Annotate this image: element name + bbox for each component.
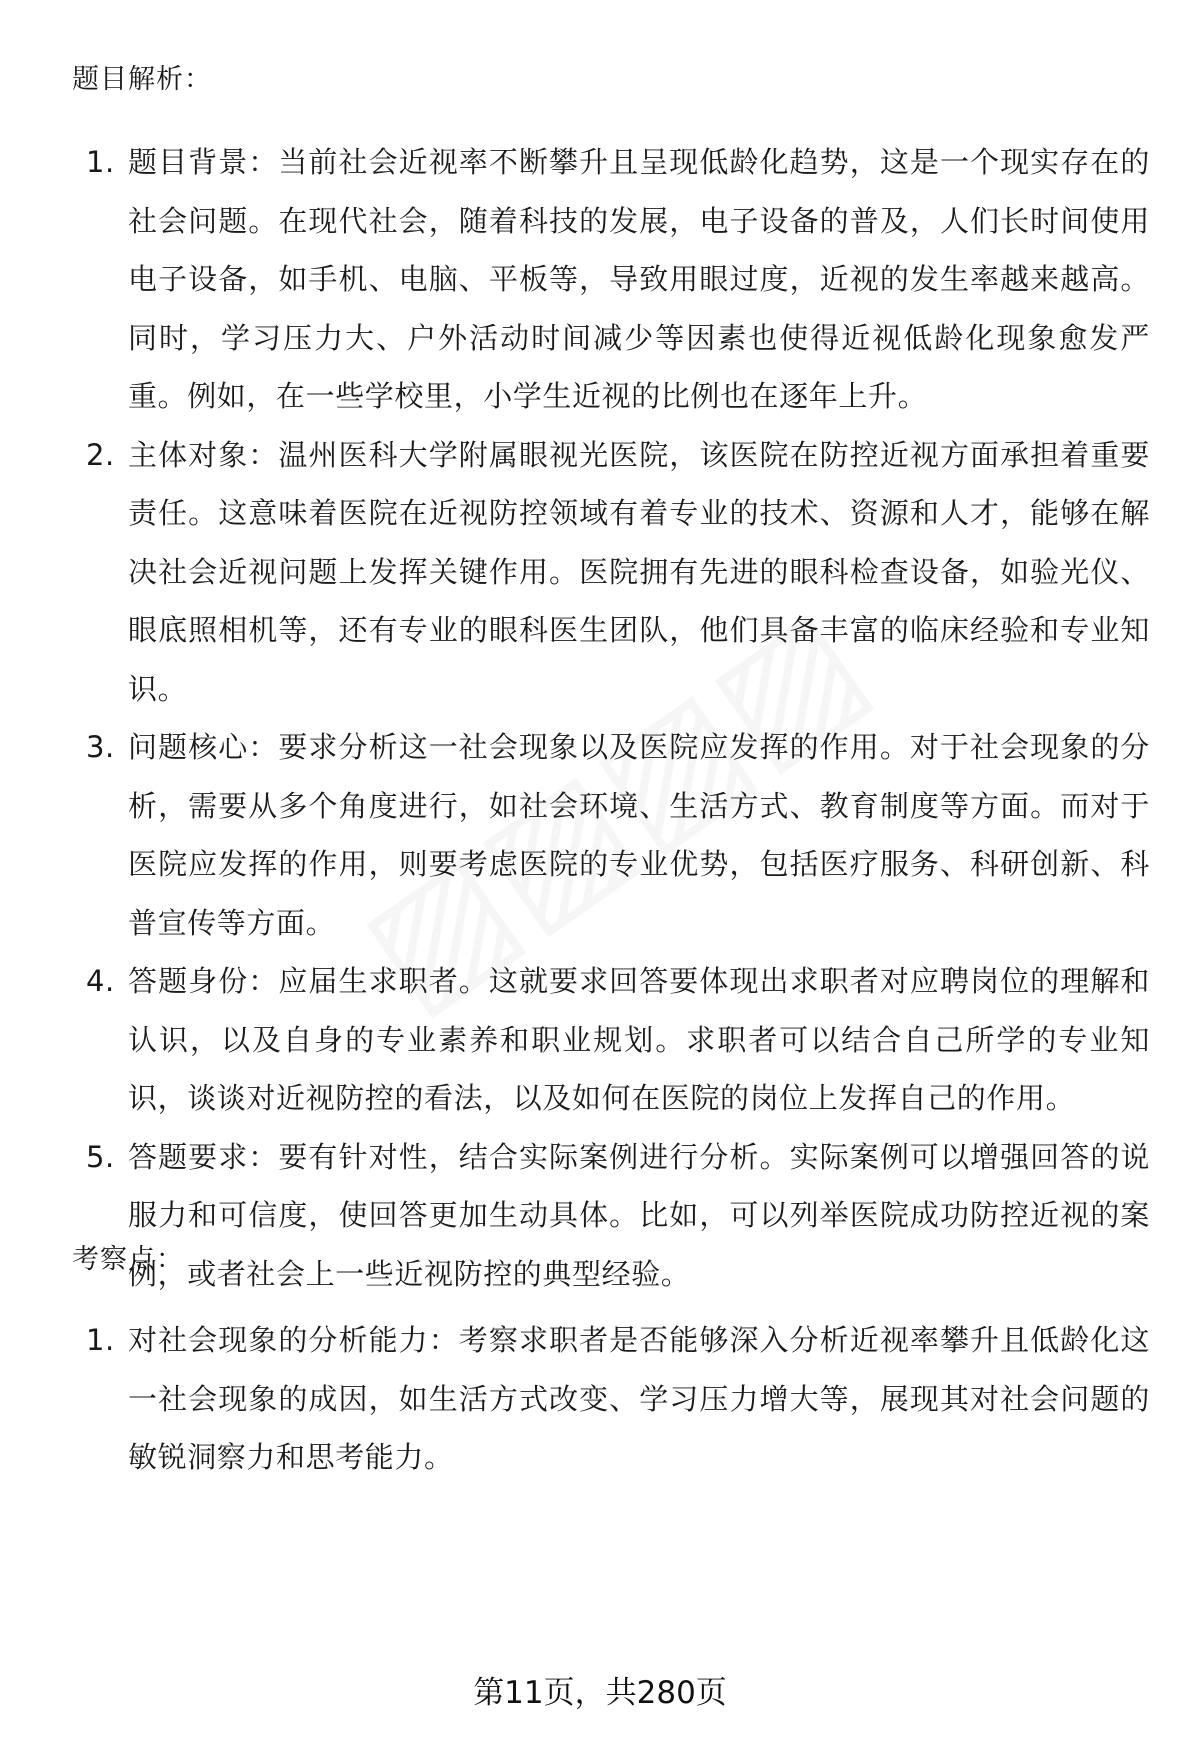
list-item-number: 2. xyxy=(86,437,115,472)
list-item-number: 4. xyxy=(86,964,115,998)
list-item-number: 3. xyxy=(86,730,115,764)
list-item-text: 答题身份：应届生求职者。这就要求回答要体现出求职者对应聘岗位的理解和认识，以及自身的专业素养和职业规划。求职者可以结合自己所学的专业知识，谈谈对近视防控的看法，以及如何在医院的岗位上发挥自己的作用。 xyxy=(128,964,1150,1115)
list-item-text: 主体对象：温州医科大学附属眼视光医院，该医院在防控近视方面承担着重要责任。这意味着医院在近视防控领域有着专业的技术、资源和人才，能够在解决社会近视问题上发挥关键作用。医院拥有先进的眼科检查设备，如验光仪、眼底照相机等，还有专业的眼科医生团队，他们具备丰富的临床经验和专业知识。 xyxy=(128,437,1150,706)
list-item-number: 5. xyxy=(86,1139,115,1174)
list-item-text: 题目背景：当前社会近视率不断攀升且呈现低龄化趋势，这是一个现实存在的社会问题。在现代社会，随着科技的发展，电子设备的普及，人们长时间使用电子设备，如手机、电脑、平板等，导致用眼过度，近视的发生率越来越高。同时，学习压力大、户外活动时间减少等因素也使得近视低龄化现象愈发严重。例如，在一些学校里，小学生近视的比例也在逐年上升。 xyxy=(128,145,1150,413)
list-item xyxy=(72,133,1150,426)
list-item xyxy=(72,952,1150,1128)
list-item-text: 答题要求：要有针对性，结合实际案例进行分析。实际案例可以增强回答的说服力和可信度，使回答更加生动具体。比如，可以列举医院成功防控近视的案例，或者社会上一些近视防控的典型经验。 xyxy=(128,1139,1150,1291)
list-item xyxy=(72,1311,1150,1487)
examination-heading: 考察点： xyxy=(72,1244,184,1275)
list-item xyxy=(72,426,1150,719)
list-item-text: 问题核心：要求分析这一社会现象以及医院应发挥的作用。对于社会现象的分析，需要从多个角度进行，如社会环境、生活方式、教育制度等方面。而对于医院应发挥的作用，则要考虑医院的专业优势，包括医疗服务、科研创新、科普宣传等方面。 xyxy=(128,730,1150,940)
page-number: 第11页，共280页 xyxy=(473,1675,727,1711)
examination-list xyxy=(72,1311,1150,1487)
list-item xyxy=(72,1128,1150,1304)
analysis-heading: 题目解析： xyxy=(72,64,212,95)
list-item-text: 对社会现象的分析能力：考察求职者是否能够深入分析近视率攀升且低龄化这一社会现象的成因，如生活方式改变、学习压力增大等，展现其对社会问题的敏锐洞察力和思考能力。 xyxy=(128,1323,1150,1474)
list-item-number: 1. xyxy=(86,145,115,179)
list-item-number: 1. xyxy=(86,1323,115,1357)
analysis-list xyxy=(72,133,1150,1303)
list-item xyxy=(72,718,1150,952)
